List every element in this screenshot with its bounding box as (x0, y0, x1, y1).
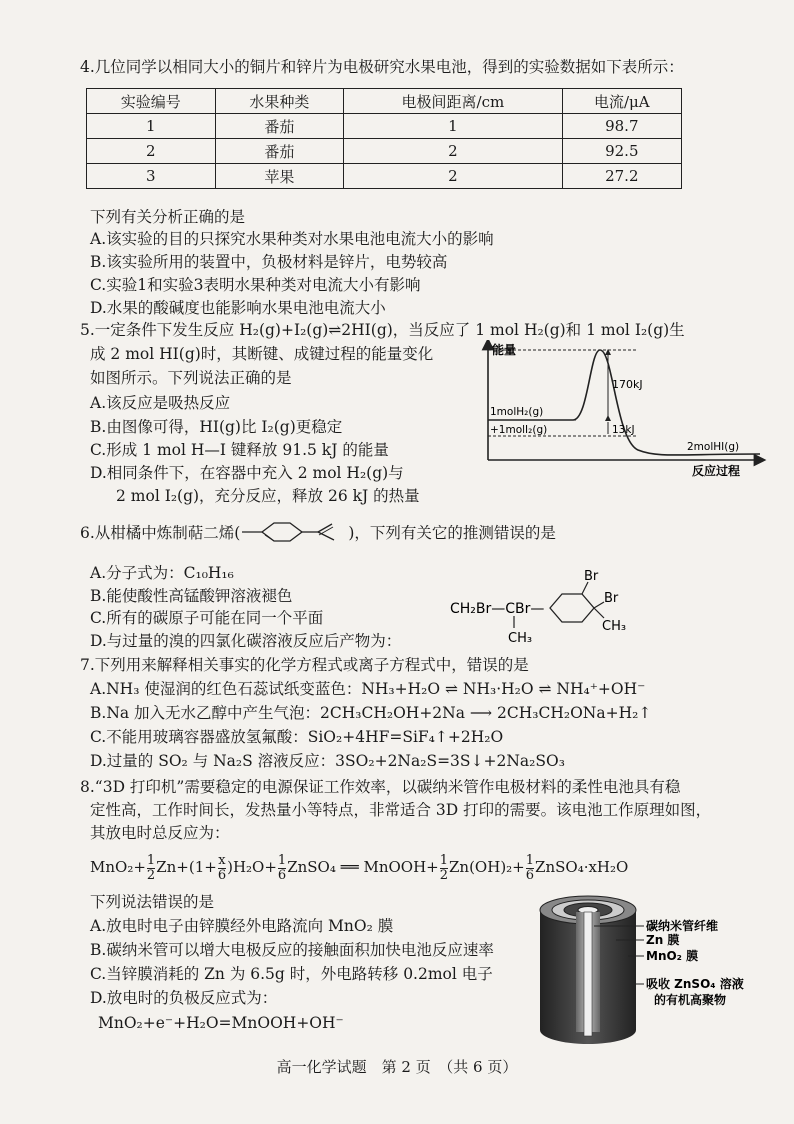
q8-option-d-equation: MnO₂+e⁻+H₂O=MnOOH+OH⁻ (98, 1014, 344, 1032)
table-row (87, 139, 682, 164)
q8-stem-line2: 定性高，工作时间长，发热量小等特点，非常适合 3D 打印的需要。该电池工作原理如图， (90, 801, 712, 819)
barrier-label: 170kJ (612, 378, 643, 391)
label-zn-film: Zn 膜 (646, 933, 680, 947)
q5-option-d: D.相同条件下，在容器中充入 2 mol H₂(g)与 (90, 464, 404, 482)
table-cell: 1 (344, 114, 562, 139)
q6-option-c: C.所有的碳原子可能在同一个平面 (90, 609, 324, 627)
q7-option-d: D.过量的 SO₂ 与 Na₂S 溶液反应：3SO₂+2Na₂S=3S↓+2Na₂SO₃ (90, 752, 565, 770)
table-row (87, 164, 682, 189)
br-top-label: Br (584, 569, 599, 584)
delta-label: 13kJ (612, 424, 635, 436)
fraction-sixth: $\frac{1}{6}$ (525, 852, 535, 883)
ch3-left-label: CH₃ (508, 631, 533, 646)
label-mno2-film: MnO₂ 膜 (646, 949, 699, 963)
reactant1-label: 1molH₂(g) (490, 406, 544, 418)
fraction-half: $\frac{1}{2}$ (439, 852, 448, 883)
table-cell: 98.7 (562, 114, 681, 139)
table-cell: 2 (87, 139, 216, 164)
ch2br-cbr-label: CH₂Br—CBr— (450, 601, 545, 617)
q8-total-equation (90, 852, 628, 883)
q5-option-c: C.形成 1 mol H—I 键释放 91.5 kJ 的能量 (90, 441, 389, 459)
bromination-product-structure (450, 568, 660, 652)
q7-option-c: C.不能用玻璃容器盛放氢氟酸：SiO₂+4HF=SiF₄↑+2H₂O (90, 728, 504, 746)
eq-part: Zn(OH)₂+ (449, 858, 525, 876)
q4-option-c: C.实验1和实验3表明水果种类对电流大小有影响 (90, 276, 421, 294)
q4-data-table (86, 88, 682, 189)
table-row (87, 114, 682, 139)
reactant2-label: +1molI₂(g) (490, 424, 548, 436)
label-polymer-1: 吸收 ZnSO₄ 溶液 (646, 977, 744, 991)
table-header: 电极间距离/cm (344, 89, 562, 114)
br-right-label: Br (604, 591, 619, 606)
table-cell: 3 (87, 164, 216, 189)
q7-stem: 7.下列用来解释相关事实的化学方程式或离子方程式中，错误的是 (80, 656, 529, 674)
eq-part: ZnSO₄ ══ MnOOH+ (287, 858, 439, 876)
energy-diagram (478, 340, 768, 478)
eq-part: MnO₂+ (90, 858, 146, 876)
terpene-structure-icon (240, 521, 348, 543)
q4-option-a: A.该实验的目的只探究水果种类对水果电池电流大小的影响 (90, 230, 494, 248)
label-polymer-2: 的有机高聚物 (654, 993, 727, 1007)
q5-stem-line1: 5.一定条件下发生反应 H₂(g)+I₂(g)⇌2HI(g)，当反应了 1 mol H₂(g)和 1 mol I₂(g)生 (80, 321, 685, 339)
label-carbon-nanotube: 碳纳米管纤维 (646, 919, 719, 933)
q7-option-b: B.Na 加入无水乙醇中产生气泡：2CH₃CH₂OH+2Na ⟶ 2CH₃CH₂ONa+H₂↑ (90, 704, 652, 722)
table-cell: 1 (87, 114, 216, 139)
q8-option-d: D.放电时的负极反应式为： (90, 989, 278, 1007)
q4-option-d: D.水果的酸碱度也能影响水果电池电流大小 (90, 299, 386, 317)
q6-stem (80, 521, 556, 543)
q6-option-a: A.分子式为：C₁₀H₁₆ (90, 564, 234, 582)
product-label: 2molHI(g) (687, 441, 740, 453)
q8-stem-line1: 8.“3D 打印机”需要稳定的电源保证工作效率，以碳纳米管作电极材料的柔性电池具有稳 (80, 778, 681, 796)
battery-diagram (536, 892, 786, 1050)
energy-curve (488, 350, 760, 455)
fraction-sixth: $\frac{1}{6}$ (277, 852, 287, 883)
table-cell: 番茄 (215, 114, 344, 139)
q6-option-d: D.与过量的溴的四氯化碳溶液反应后产物为： (90, 632, 402, 650)
eq-part: Zn+(1+ (156, 858, 217, 876)
q4-stem: 4.几位同学以相同大小的铜片和锌片为电极研究水果电池，得到的实验数据如下表所示： (80, 58, 684, 76)
fraction-x-over-six: $\frac{x}{6}$ (217, 852, 227, 883)
table-cell: 番茄 (215, 139, 344, 164)
cyclohexane-ring (550, 594, 594, 622)
q5-option-d-cont: 2 mol I₂(g)，充分反应，释放 26 kJ 的热量 (116, 487, 420, 505)
table-header: 电流/μA (562, 89, 681, 114)
q8-option-a: A.放电时电子由锌膜经外电路流向 MnO₂ 膜 (90, 917, 394, 935)
table-cell: 苹果 (215, 164, 344, 189)
q5-stem-line3: 如图所示。下列说法正确的是 (90, 369, 292, 387)
table-cell: 2 (344, 139, 562, 164)
table-header: 实验编号 (87, 89, 216, 114)
q4-prompt: 下列有关分析正确的是 (90, 208, 246, 226)
q6-option-b: B.能使酸性高锰酸钾溶液褪色 (90, 587, 293, 605)
q6-stem-a: 6.从柑橘中炼制萜二烯( (80, 524, 241, 542)
table-header-row (87, 89, 682, 114)
q6-stem-b: )，下列有关它的推测错误的是 (348, 524, 556, 542)
q8-stem-line3: 其放电时总反应为： (90, 824, 230, 842)
eq-part: )H₂O+ (227, 858, 277, 876)
page-footer: 高一化学试题 第 2 页 （共 6 页） (276, 1058, 518, 1076)
table-cell: 2 (344, 164, 562, 189)
ch3-right-label: CH₃ (602, 619, 627, 634)
table-cell: 27.2 (562, 164, 681, 189)
q8-option-b: B.碳纳米管可以增大电极反应的接触面积加快电池反应速率 (90, 941, 494, 959)
q5-stem-line2: 成 2 mol HI(g)时，其断键、成键过程的能量变化 (90, 345, 434, 363)
q4-option-b: B.该实验所用的装置中，负极材料是锌片，电势较高 (90, 253, 448, 271)
q8-prompt: 下列说法错误的是 (90, 893, 215, 911)
x-axis-label: 反应过程 (692, 464, 741, 478)
y-axis-label: 能量 (492, 343, 517, 357)
fraction-half: $\frac{1}{2}$ (146, 852, 156, 883)
table-cell: 92.5 (562, 139, 681, 164)
eq-part: ZnSO₄·xH₂O (535, 858, 629, 876)
q7-option-a: A.NH₃ 使湿润的红色石蕊试纸变蓝色：NH₃+H₂O ⇌ NH₃·H₂O ⇌ NH₄⁺+OH⁻ (90, 680, 646, 698)
q8-option-c: C.当锌膜消耗的 Zn 为 6.5g 时，外电路转移 0.2mol 电子 (90, 965, 493, 983)
q5-option-a: A.该反应是吸热反应 (90, 394, 231, 412)
table-header: 水果种类 (215, 89, 344, 114)
q5-option-b: B.由图像可得，HI(g)比 I₂(g)更稳定 (90, 418, 343, 436)
